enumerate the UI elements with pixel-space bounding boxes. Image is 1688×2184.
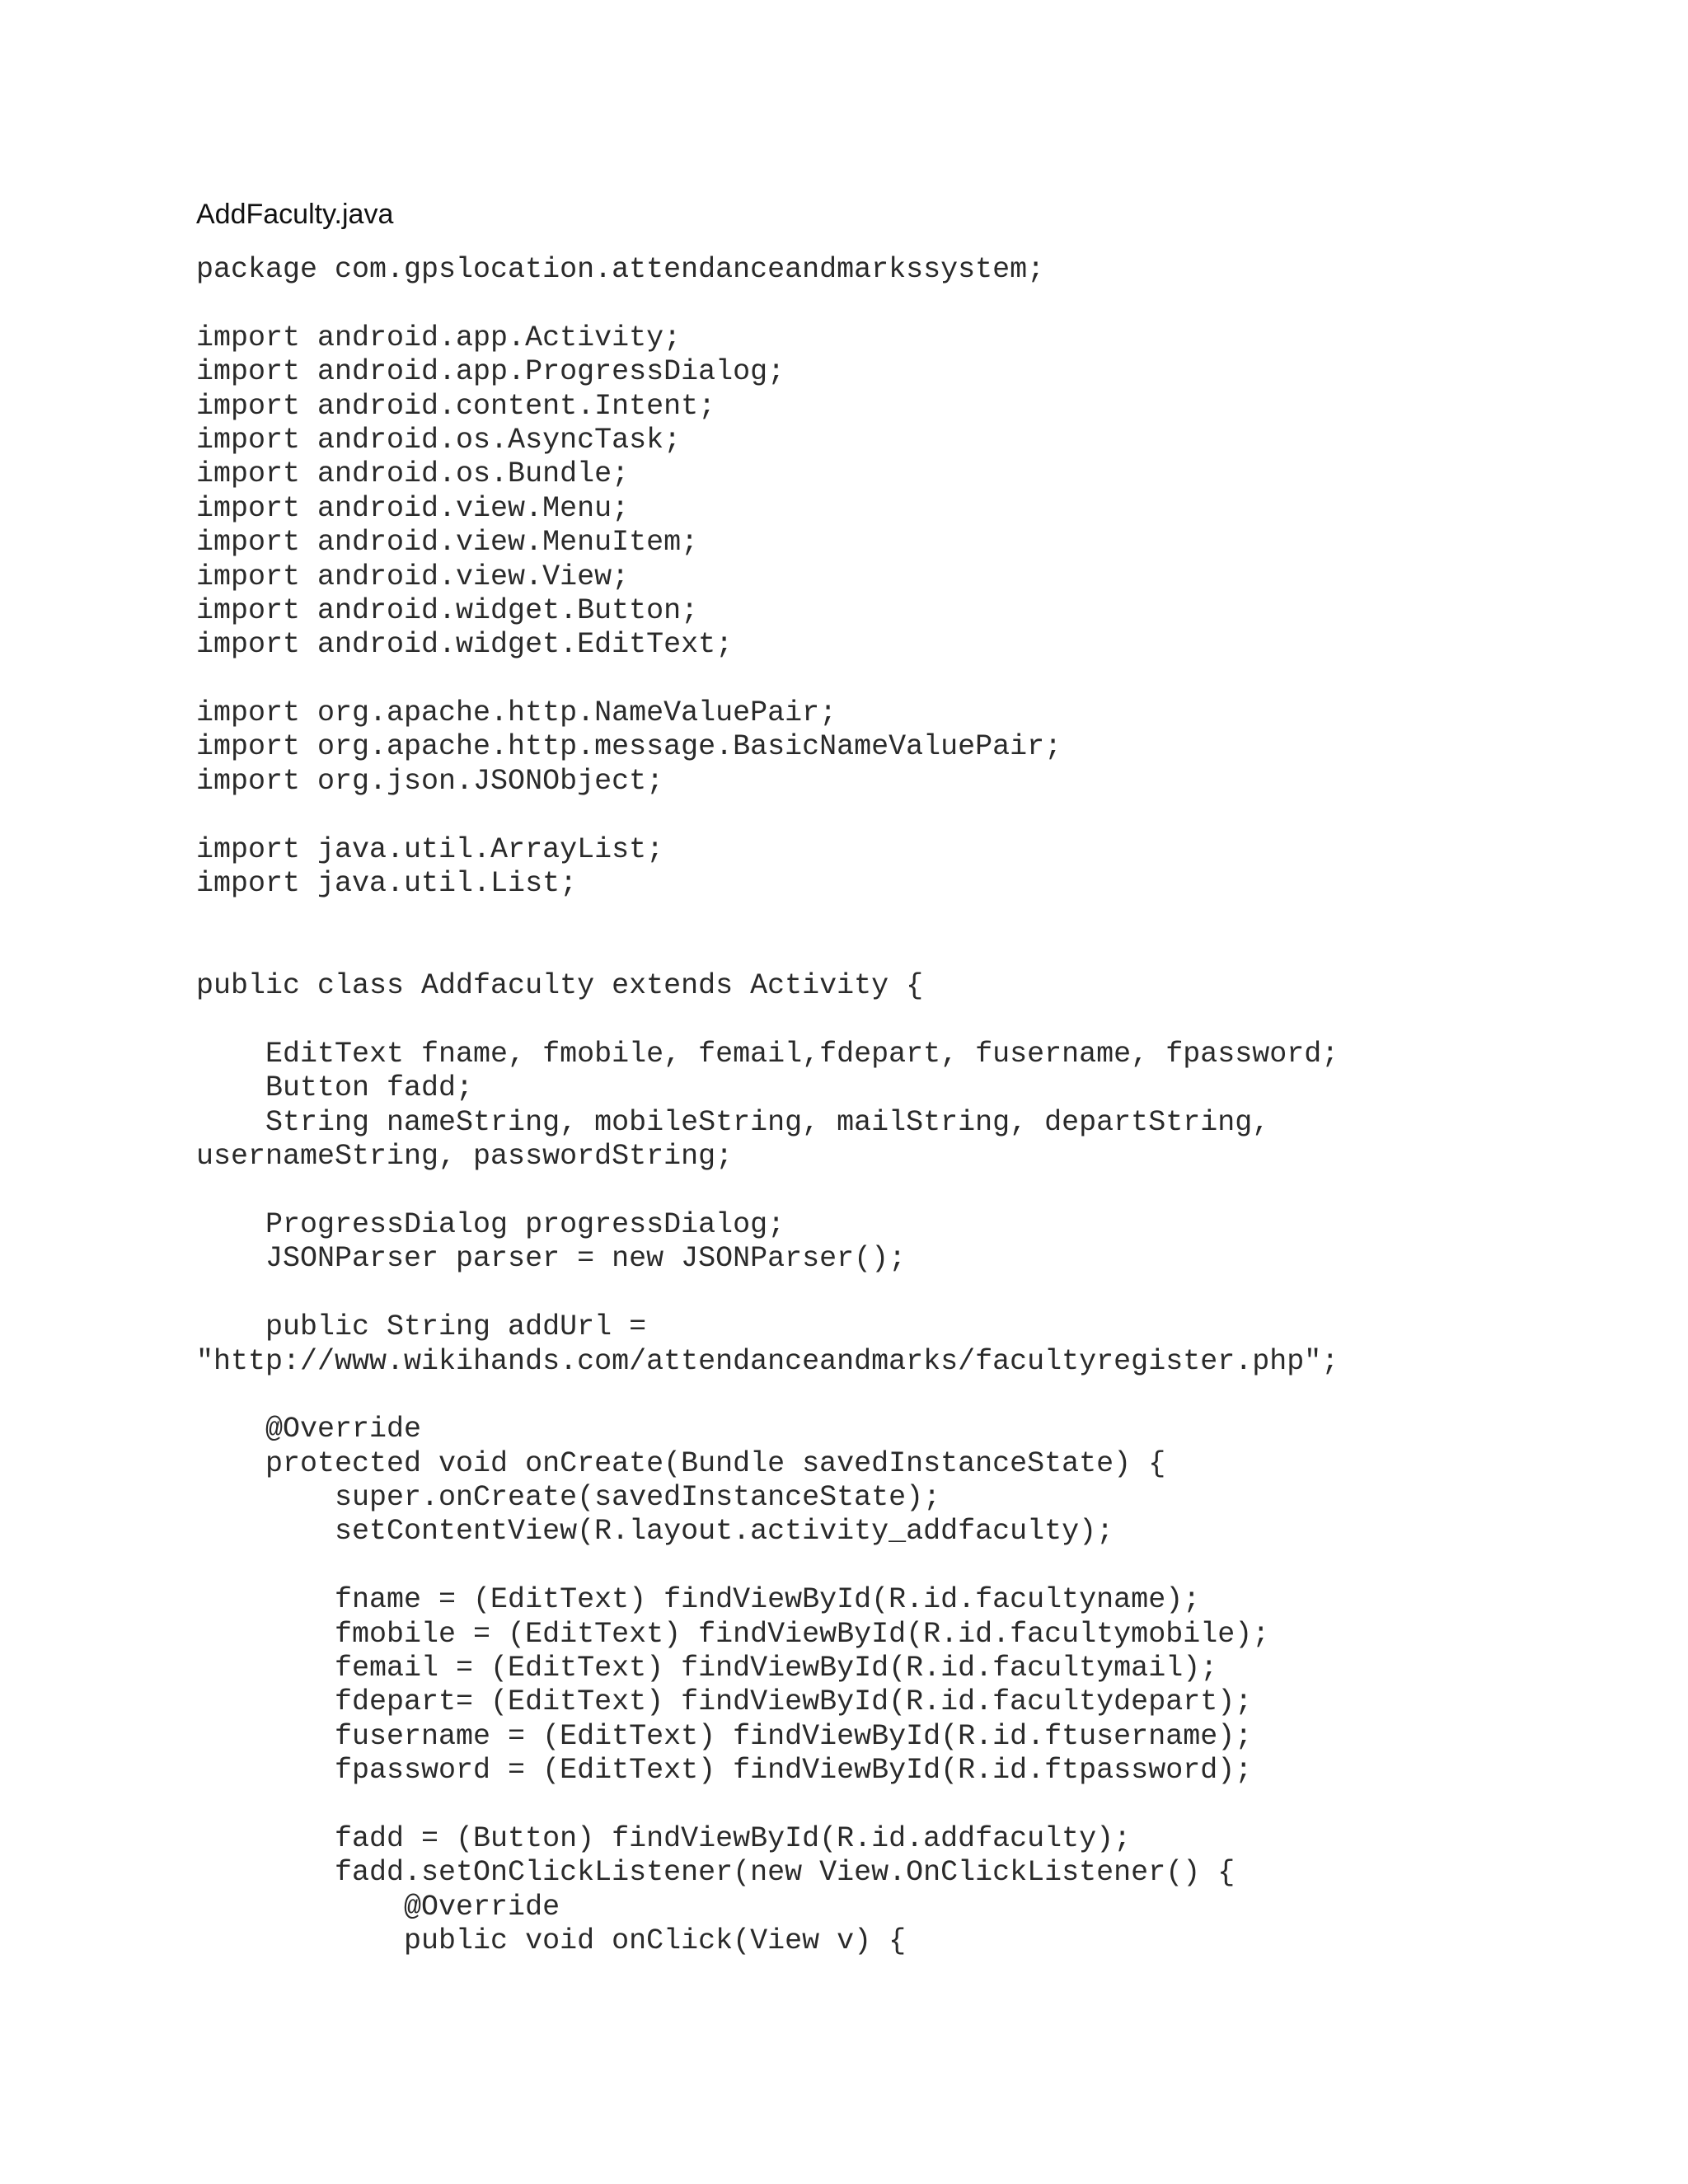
code-line	[196, 799, 1339, 832]
code-line: fadd = (Button) findViewById(R.id.addfaculty);	[196, 1821, 1132, 1855]
code-line	[196, 1174, 1339, 1208]
code-line: fadd.setOnClickListener(new View.OnClickListener() {	[196, 1856, 1236, 1890]
code-line: setContentView(R.layout.activity_addfaculty);	[196, 1515, 1114, 1549]
code-line	[196, 1277, 1339, 1310]
code-line: super.onCreate(savedInstanceState);	[196, 1481, 941, 1515]
code-line: public String addUrl =	[196, 1310, 647, 1344]
code-line	[196, 1004, 1339, 1038]
code-line: fusername = (EditText) findViewById(R.id.ftusername);	[196, 1719, 1253, 1753]
code-line: protected void onCreate(Bundle savedInstanceState) {	[196, 1446, 1166, 1480]
code-line: String nameString, mobileString, mailString, departString,	[196, 1105, 1270, 1139]
code-line: import android.widget.EditText;	[196, 628, 734, 662]
code-line: fpassword = (EditText) findViewById(R.id.ftpassword);	[196, 1754, 1253, 1788]
code-line: import org.json.JSONObject;	[196, 764, 664, 798]
document-title: AddFaculty.java	[196, 199, 394, 230]
code-line: import android.view.Menu;	[196, 491, 630, 525]
code-line: import java.util.List;	[196, 867, 578, 901]
code-line: import java.util.ArrayList;	[196, 832, 664, 866]
code-line: package com.gpslocation.attendanceandmarkssystem;	[196, 253, 1045, 286]
code-line: import android.os.Bundle;	[196, 457, 630, 491]
code-line	[196, 1549, 1339, 1583]
code-line	[196, 935, 1339, 969]
code-line	[196, 1379, 1339, 1413]
code-line: import android.app.ProgressDialog;	[196, 355, 785, 389]
code-line: fmobile = (EditText) findViewById(R.id.facultymobile);	[196, 1617, 1270, 1651]
code-line: fname = (EditText) findViewById(R.id.facultyname);	[196, 1583, 1201, 1617]
code-line: import org.apache.http.NameValuePair;	[196, 696, 837, 730]
code-line: import android.widget.Button;	[196, 593, 699, 627]
code-line	[196, 901, 1339, 935]
code-line: Button fadd;	[196, 1071, 474, 1105]
code-line: usernameString, passwordString;	[196, 1140, 734, 1174]
code-line: import android.app.Activity;	[196, 321, 682, 354]
code-line: EditText fname, fmobile, femail,fdepart, fusername, fpassword;	[196, 1037, 1339, 1071]
code-line: "http://www.wikihands.com/attendanceandmarks/facultyregister.php";	[196, 1344, 1339, 1378]
code-line: fdepart= (EditText) findViewById(R.id.facultydepart);	[196, 1685, 1253, 1719]
code-line	[196, 287, 1339, 321]
code-line: import org.apache.http.message.BasicNameValuePair;	[196, 730, 1062, 764]
code-line: @Override	[196, 1890, 560, 1924]
code-line: import android.content.Intent;	[196, 389, 716, 423]
code-line: femail = (EditText) findViewById(R.id.facultymail);	[196, 1652, 1218, 1685]
code-line: public void onClick(View v) {	[196, 1924, 907, 1958]
code-line: import android.view.View;	[196, 560, 630, 593]
code-line: JSONParser parser = new JSONParser();	[196, 1242, 907, 1276]
code-line: @Override	[196, 1413, 422, 1446]
code-line	[196, 1788, 1339, 1822]
code-line: import android.os.AsyncTask;	[196, 423, 682, 457]
code-line	[196, 663, 1339, 696]
code-listing	[196, 253, 1339, 1959]
code-line: public class Addfaculty extends Activity {	[196, 969, 924, 1003]
code-line: import android.view.MenuItem;	[196, 526, 699, 560]
code-line: ProgressDialog progressDialog;	[196, 1207, 785, 1241]
